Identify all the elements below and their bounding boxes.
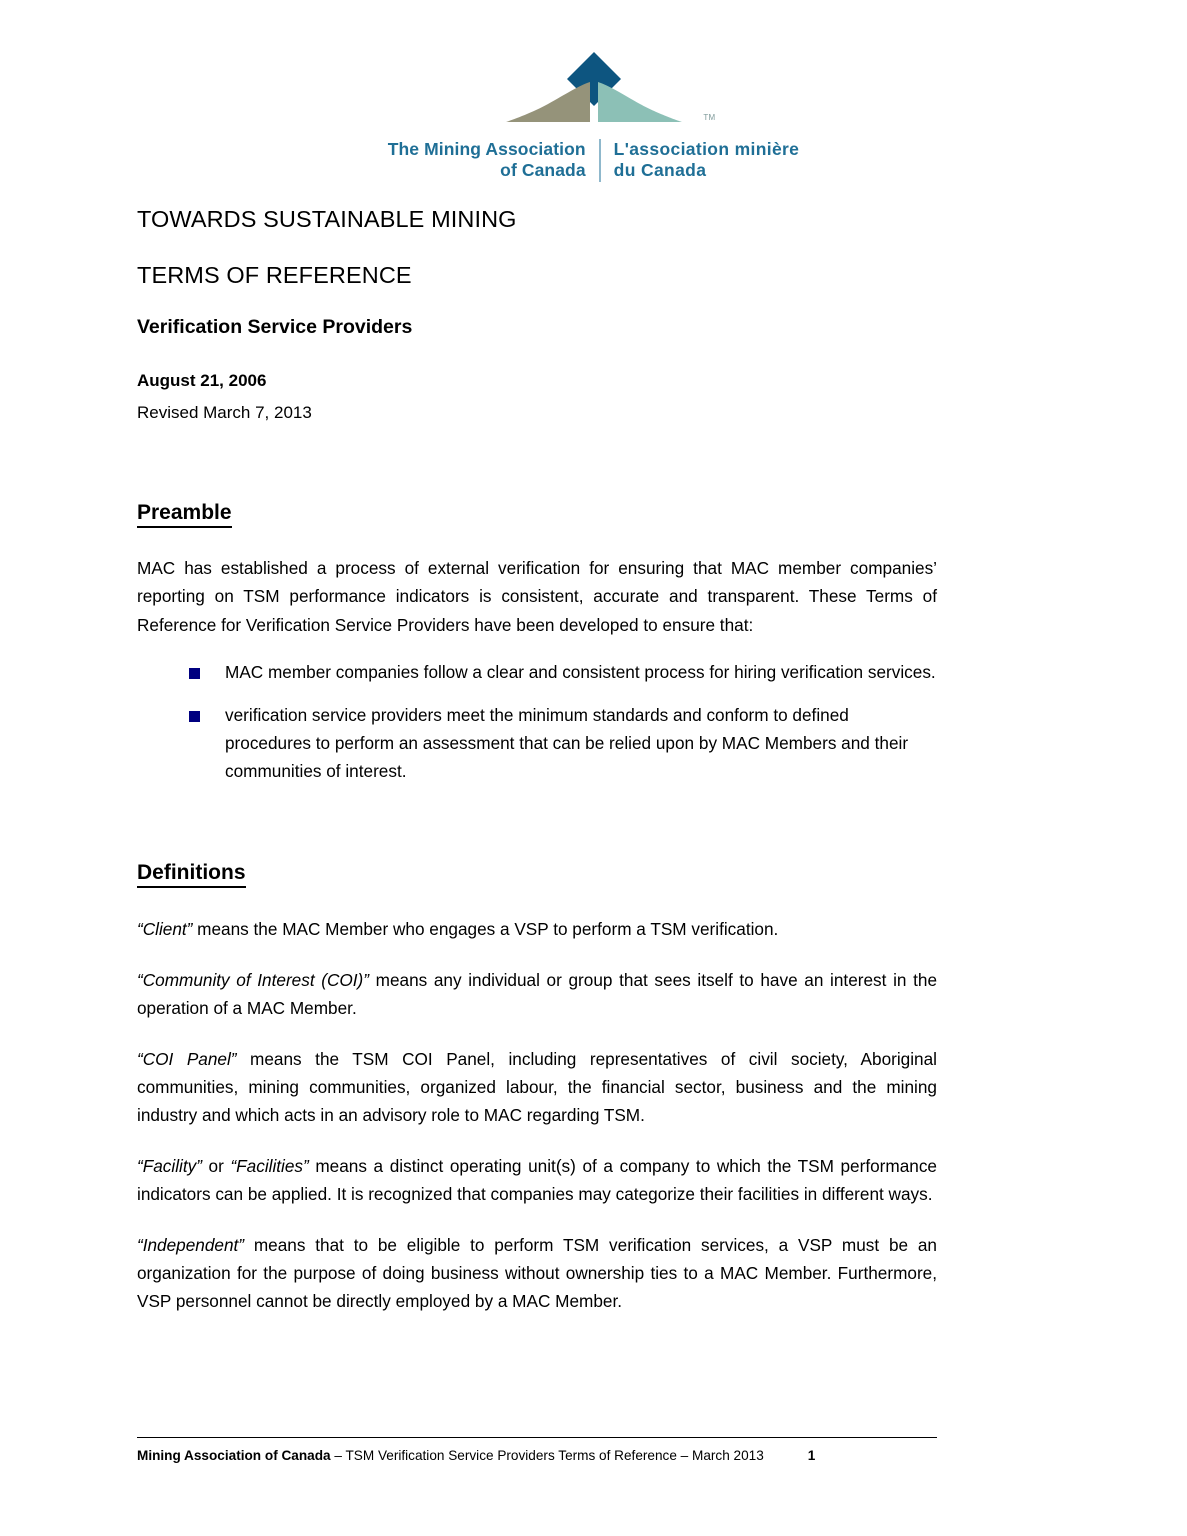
definition-entry xyxy=(137,1045,937,1129)
logo-wordmark xyxy=(388,139,800,182)
definition-entry xyxy=(137,966,937,1022)
trademark-icon: TM xyxy=(703,113,716,122)
definition-body: means any individual or group that sees itself to have an interest in the operation of a MAC Member. xyxy=(137,969,937,1018)
organization-logo xyxy=(0,48,1187,182)
definition-term: “Client” xyxy=(137,918,193,939)
mac-mountain-logo-icon xyxy=(478,48,716,130)
date-primary: August 21, 2006 xyxy=(137,370,267,390)
definition-term: “Independent” xyxy=(137,1235,245,1256)
page-footer xyxy=(137,1437,937,1465)
definition-body: means that to be eligible to perform TSM verification services, a VSP must be an organization for the purpose of doing business without ownership ties to a MAC Member. Furthermore, VSP personnel cannot be directly employed by a MAC Member. xyxy=(137,1235,937,1312)
footer-row xyxy=(137,1447,937,1465)
page-number: 1 xyxy=(807,1448,816,1463)
preamble-section xyxy=(137,500,937,528)
logo-wordmark-english xyxy=(388,139,599,182)
definition-body: means the TSM COI Panel, including representatives of civil society, Aboriginal communities, mining communities, organized labour, the financial sector, business and the mining industry and which acts in an advisory role to MAC regarding TSM. xyxy=(137,1048,937,1126)
page-title: TOWARDS SUSTAINABLE MINING xyxy=(137,206,517,232)
logo-wordmark-en-line1: The Mining Association xyxy=(387,139,586,159)
footer-description: – TSM Verification Service Providers Terms of Reference – March 2013 xyxy=(330,1448,764,1463)
document-content xyxy=(137,205,937,1315)
logo-wordmark-french xyxy=(601,139,800,182)
definition-entry xyxy=(137,1152,937,1208)
preamble-bullet-list xyxy=(137,658,937,785)
logo-wordmark-fr-line2: du Canada xyxy=(613,160,707,181)
list-item xyxy=(189,701,937,785)
page-subtitle-vsp: Verification Service Providers xyxy=(137,316,413,339)
page-subtitle-terms: TERMS OF REFERENCE xyxy=(137,262,412,289)
definitions-section xyxy=(137,860,937,888)
date-revised: Revised March 7, 2013 xyxy=(137,403,312,423)
definition-term: “Facility” xyxy=(137,1156,202,1177)
square-bullet-icon xyxy=(189,668,200,679)
preamble-heading: Preamble xyxy=(137,500,232,528)
definition-term-joiner: or xyxy=(201,1156,231,1177)
definition-term-alt: “Facilities” xyxy=(230,1156,309,1177)
list-item-text: MAC member companies follow a clear and consistent process for hiring verification services. xyxy=(225,661,936,682)
definition-term: “Community of Interest (COI)” xyxy=(137,969,369,990)
preamble-intro-paragraph: MAC has established a process of external verification for ensuring that MAC member companies’ reporting on TSM performance indicators is consistent, accurate and transparent. These Terms of Reference for Verification Service Providers have been developed to ensure that: xyxy=(137,558,937,635)
list-item-text: verification service providers meet the minimum standards and conform to defined procedures to perform an assessment that can be relied upon by MAC Members and their communities of interest. xyxy=(225,704,909,781)
square-bullet-icon xyxy=(189,711,200,722)
definition-term: “COI Panel” xyxy=(137,1048,237,1069)
definition-entry xyxy=(137,915,937,943)
footer-organization: Mining Association of Canada xyxy=(137,1448,331,1463)
logo-wordmark-en-line2: of Canada xyxy=(500,160,586,181)
definitions-heading: Definitions xyxy=(137,860,246,888)
footer-text xyxy=(137,1447,764,1465)
footer-divider xyxy=(137,1437,937,1438)
definition-entry xyxy=(137,1231,937,1315)
definition-body: means the MAC Member who engages a VSP to perform a TSM verification. xyxy=(192,918,779,939)
definition-body: means a distinct operating unit(s) of a company to which the TSM performance indicators can be applied. It is recognized that companies may categorize their facilities in different ways. xyxy=(137,1156,937,1205)
logo-wordmark-fr-line1: L'association minière xyxy=(613,139,800,159)
list-item xyxy=(189,658,937,686)
